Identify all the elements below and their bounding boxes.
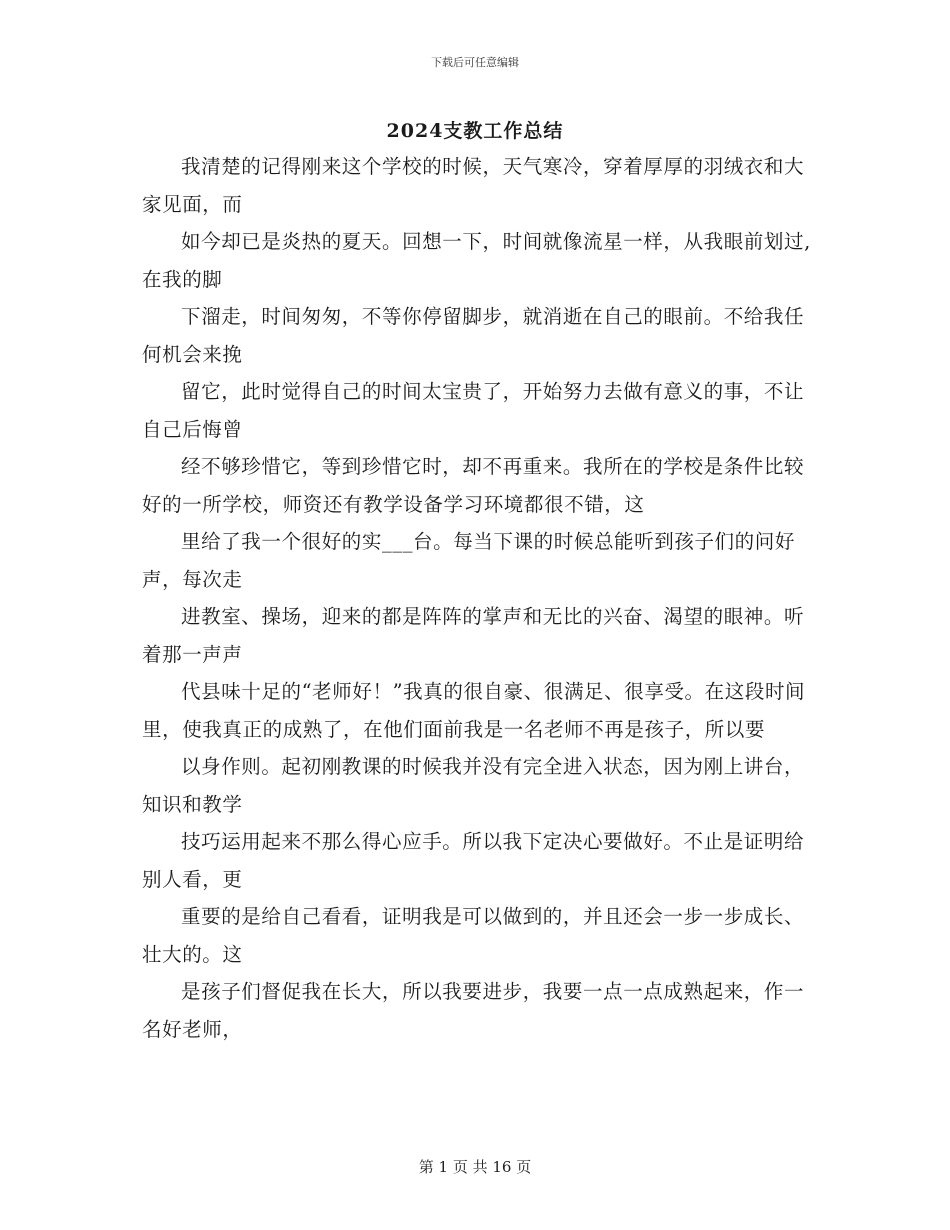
paragraph: 里给了我一个很好的实___台。每当下课的时候总能听到孩子们的问好声，每次走 (142, 530, 795, 591)
paragraph: 代县味十足的“老师好！”我真的很自豪、很满足、很享受。在这段时间里，使我真正的成熟了，在他们面前我是一名老师不再是孩子，所以要 (142, 680, 806, 741)
paragraph: 下溜走，时间匆匆，不等你停留脚步，就消逝在自己的眼前。不给我任何机会来挽 (142, 305, 805, 366)
header-note: 下载后可任意编辑 (431, 56, 519, 69)
document-body (142, 148, 812, 1048)
paragraph: 是孩子们督促我在长大，所以我要进步，我要一点一点成熟起来，作一名好老师， (142, 980, 805, 1041)
paragraph: 重要的是给自己看看，证明我是可以做到的，并且还会一步一步成长、壮大的。这 (142, 905, 805, 966)
paragraph: 进教室、操场，迎来的都是阵阵的掌声和无比的兴奋、渴望的眼神。听着那一声声 (142, 605, 805, 666)
paragraph: 经不够珍惜它，等到珍惜它时，却不再重来。我所在的学校是条件比较好的一所学校，师资还有教学设备学习环境都很不错，这 (142, 455, 805, 516)
paragraph: 以身作则。起初刚教课的时候我并没有完全进入状态，因为刚上讲台，知识和教学 (142, 755, 805, 816)
paragraph: 留它，此时觉得自己的时间太宝贵了，开始努力去做有意义的事，不让自己后悔曾 (142, 380, 805, 441)
paragraph: 我清楚的记得刚来这个学校的时候，天气寒冷，穿着厚厚的羽绒衣和大家见面，而 (142, 155, 805, 216)
paragraph: 技巧运用起来不那么得心应手。所以我下定决心要做好。不止是证明给别人看，更 (142, 830, 805, 891)
page-number-footer: 第 1 页 共 16 页 (418, 1158, 532, 1176)
document-title: 2024支教工作总结 (386, 120, 564, 142)
paragraph: 如今却已是炎热的夏天。回想一下，时间就像流星一样，从我眼前划过,在我的脚 (142, 230, 811, 291)
